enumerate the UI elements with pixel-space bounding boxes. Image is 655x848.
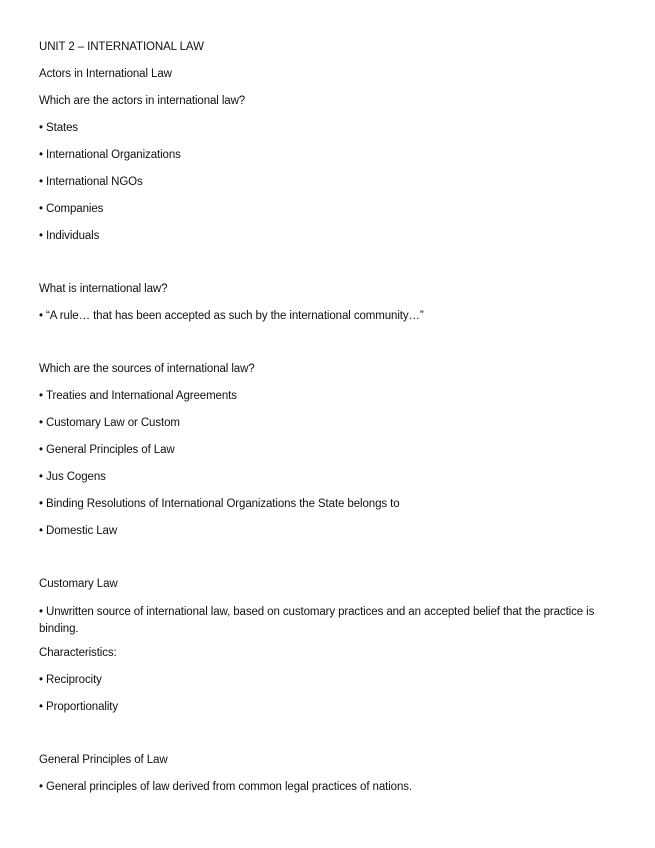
section-gap — [39, 256, 619, 282]
customary-description: • Unwritten source of international law, based on customary practices and an accepted belief that the practice is binding. — [39, 604, 619, 638]
list-item: • General principles of law derived from common legal practices of nations. — [39, 780, 619, 794]
list-item: • General Principles of Law — [39, 443, 619, 457]
actors-question: Which are the actors in international law? — [39, 95, 246, 107]
document-page — [39, 40, 619, 807]
list-item: • Proportionality — [39, 700, 619, 714]
sources-question: Which are the sources of international law? — [39, 363, 255, 375]
principles-heading: General Principles of Law — [39, 754, 168, 766]
actors-heading: Actors in International Law — [39, 68, 172, 80]
list-item: • Companies — [39, 202, 619, 216]
customary-heading: Customary Law — [39, 578, 118, 590]
section-gap — [39, 727, 619, 753]
list-item: • International NGOs — [39, 175, 619, 189]
list-item: • Binding Resolutions of International Organizations the State belongs to — [39, 497, 619, 511]
document-title: UNIT 2 – INTERNATIONAL LAW — [39, 41, 204, 53]
list-item: • Domestic Law — [39, 524, 619, 538]
section-gap — [39, 551, 619, 577]
list-item: • International Organizations — [39, 148, 619, 162]
list-item: • Individuals — [39, 229, 619, 243]
list-item: • Treaties and International Agreements — [39, 389, 619, 403]
list-item: • Reciprocity — [39, 673, 619, 687]
list-item: • “A rule… that has been accepted as such by the international community…” — [39, 309, 619, 323]
definition-question: What is international law? — [39, 283, 168, 295]
list-item: • Jus Cogens — [39, 470, 619, 484]
list-item: • States — [39, 121, 619, 135]
characteristics-label: Characteristics: — [39, 647, 117, 659]
section-gap — [39, 336, 619, 362]
list-item: • Customary Law or Custom — [39, 416, 619, 430]
